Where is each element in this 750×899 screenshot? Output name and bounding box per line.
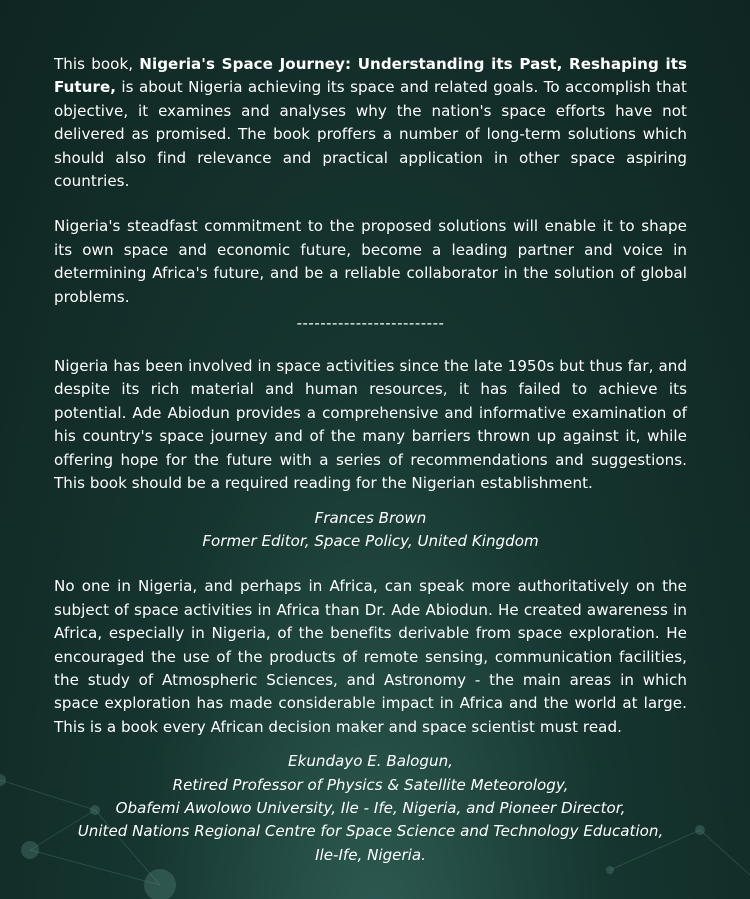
intro-paragraph <box>54 53 687 193</box>
review-2-text: No one in Nigeria, and perhaps in Africa, can speak more authoritatively on the subject of space activities in Africa than Dr. Ade Abiodun. He created awareness in Africa, especially in Nigeria, of the benefits derivable from space exploration. He encouraged the use of the products of remote sensing, communication facilities, the study of Atmospheric Sciences, and Astronomy - the main areas in which space exploration has made considerable impact in Africa and the world at large. This is a book every African decision maker and space scientist must read. <box>54 577 687 736</box>
back-cover-text <box>54 53 687 867</box>
commitment-paragraph: Nigeria's steadfast commitment to the proposed solutions will enable it to shape its own space and economic future, become a leading partner and voice in determining Africa's future, and be a reliable collaborator in the solution of global problems. <box>54 217 687 306</box>
review-2-role-line-3: United Nations Regional Centre for Space Science and Technology Education, <box>77 822 664 841</box>
review-1-text: Nigeria has been involved in space activities since the late 1950s but thus far, and despite its rich material and human resources, it has failed to achieve its potential. Ade Abiodun provides a comprehensive and informative examination of his country's space journey and of the many barriers thrown up against it, while offering hope for the future with a series of recommendations and suggestions. This book should be a required reading for the Nigerian establishment. <box>54 357 687 493</box>
intro-lead: This book, <box>54 55 140 73</box>
book-title: Nigeria's Space Journey: Understanding its Past, Reshaping its Future, <box>54 55 687 97</box>
review-2-role-line-2: Obafemi Awolowo University, Ile - Ife, Nigeria, and Pioneer Director, <box>115 798 626 817</box>
review-1-author: Frances Brown <box>314 508 427 527</box>
intro-body: is about Nigeria achieving its space and related goals. To accomplish that objective, it examines and analyses why the nation's space efforts have not delivered as promised. The book proffers a number of long-term solutions which should also find relevance and practical application in other space aspiring countries. <box>54 78 687 191</box>
review-1-role: Former Editor, Space Policy, United Kingdom <box>202 531 539 550</box>
review-2-role-line-4: Ile-Ife, Nigeria. <box>315 845 426 864</box>
review-2-role-line-1: Retired Professor of Physics & Satellite Meteorology, <box>172 775 569 794</box>
review-2-author: Ekundayo E. Balogun, <box>288 752 453 771</box>
section-divider: ------------------------- <box>296 314 445 333</box>
